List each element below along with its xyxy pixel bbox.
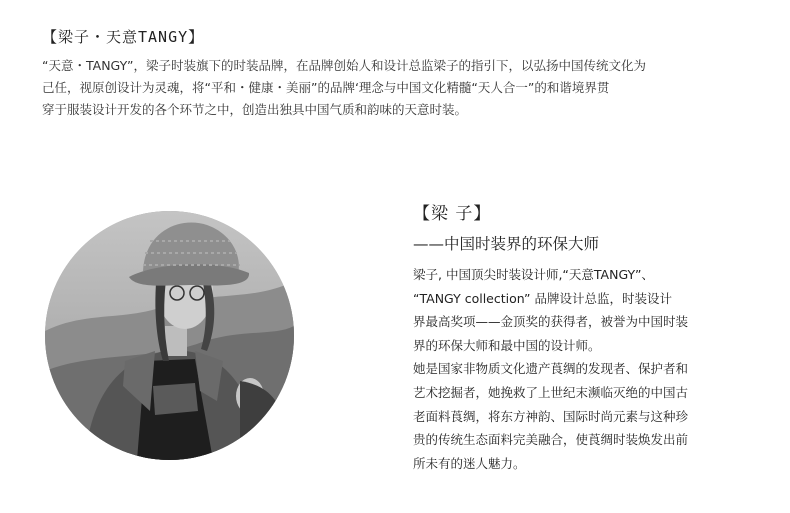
designer-portrait-photo — [45, 211, 294, 460]
biography-line: 所未有的迷人魅力。 — [413, 455, 526, 471]
designer-subtitle: ——中国时装界的环保大师 — [413, 235, 600, 253]
designer-name-heading: 【梁 子】 — [413, 204, 492, 224]
designer-biography — [413, 263, 753, 475]
brand-description-line: 穿于服装设计开发的各个环节之中，创造出独具中国气质和韵味的天意时装。 — [42, 102, 468, 117]
biography-line: “TANGY collection” 品牌设计总监，时装设计 — [413, 290, 672, 306]
biography-line: 梁子, 中国顶尖时装设计师,“天意TANGY”、 — [413, 267, 654, 282]
brand-description-line: “天意・TANGY”，梁子时装旗下的时装品牌，在品牌创始人和设计总监梁子的指引下，以弘扬中国传统文化为 — [42, 58, 646, 73]
brand-description — [42, 55, 742, 121]
brand-description-line: 己任，视原创设计为灵魂，将“平和・健康・美丽”的品牌‘理念与中国文化精髓“天人合一”的和谐境界贯 — [42, 80, 610, 95]
biography-line: 艺术挖掘者，她挽救了上世纪末濒临灭绝的中国古 — [413, 384, 689, 400]
biography-line: 她是国家非物质文化遗产莨绸的发现者、保护者和 — [413, 361, 689, 377]
biography-line: 界的环保大师和最中国的设计师。 — [413, 337, 601, 353]
portrait-illustration — [45, 211, 294, 460]
biography-line: 老面料莨绸，将东方神韵、国际时尚元素与这种珍 — [413, 408, 689, 424]
biography-line: 贵的传统生态面料完美融合，使莨绸时装焕发出前 — [413, 432, 689, 448]
brand-heading: 【梁子・天意TANGY】 — [42, 28, 205, 46]
biography-line: 界最高奖项——金顶奖的获得者，被誉为中国时装 — [413, 314, 689, 330]
